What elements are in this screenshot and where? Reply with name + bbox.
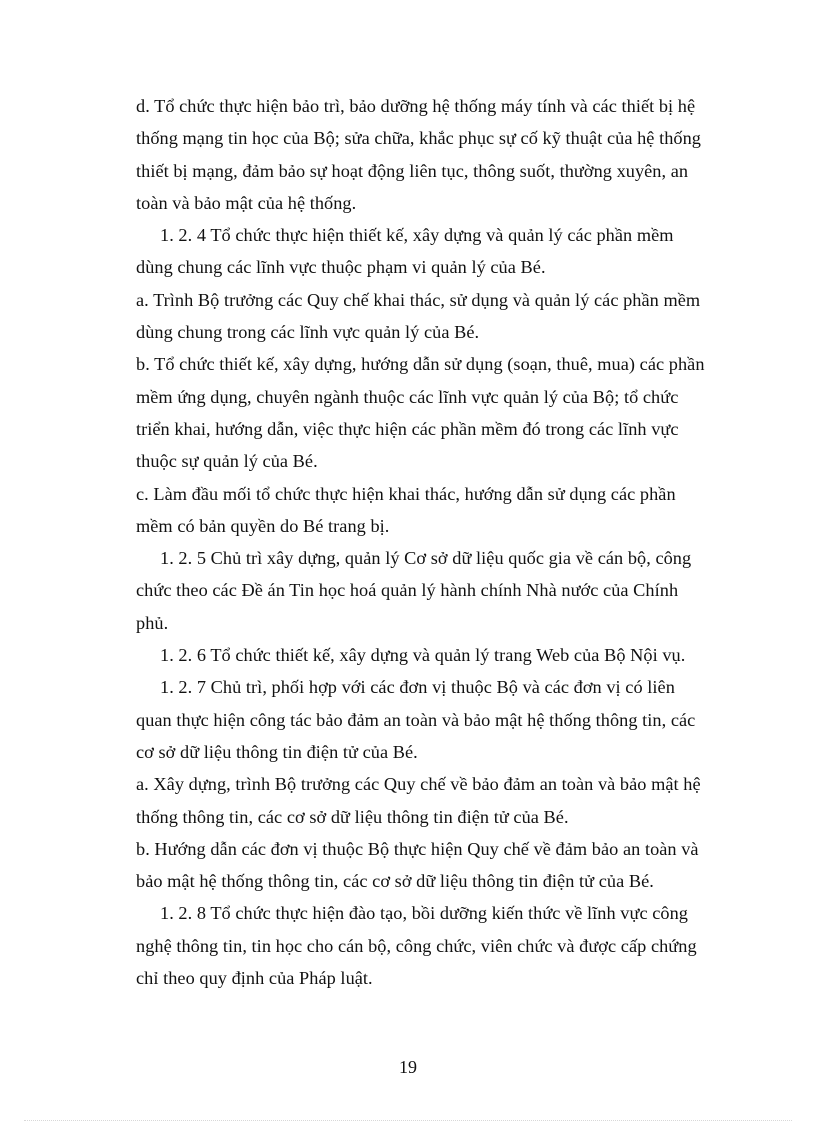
text-line: quan thực hiện công tác bảo đảm an toàn và bảo mật hệ thống thông tin, các xyxy=(136,709,696,730)
page-number: 19 xyxy=(399,1057,417,1077)
text-line: b. Hướng dẫn các đơn vị thuộc Bộ thực hiện Quy chế về đảm bảo an toàn và xyxy=(136,838,699,859)
text-line: dùng chung trong các lĩnh vực quản lý của Bé. xyxy=(136,322,480,343)
text-line: mềm có bản quyền do Bé trang bị. xyxy=(136,515,390,536)
paragraph xyxy=(136,478,736,543)
text-line: thuộc sự quản lý của Bé. xyxy=(136,451,318,472)
text-line: 1. 2. 5 Chủ trì xây dựng, quản lý Cơ sở dữ liệu quốc gia về cán bộ, công xyxy=(160,548,692,569)
text-line: thiết bị mạng, đảm bảo sự hoạt động liên tục, thông suốt, thường xuyên, an xyxy=(136,160,689,181)
paragraph xyxy=(136,90,736,219)
paragraph xyxy=(136,284,736,349)
text-line: 1. 2. 6 Tổ chức thiết kế, xây dựng và quản lý trang Web của Bộ Nội vụ. xyxy=(160,645,686,666)
paragraph xyxy=(136,671,736,768)
text-line: chức theo các Đề án Tin học hoá quản lý hành chính Nhà nước của Chính xyxy=(136,580,679,601)
text-line: triển khai, hướng dẫn, việc thực hiện các phần mềm đó trong các lĩnh vực xyxy=(136,418,679,439)
paragraph xyxy=(136,348,736,477)
text-line: bảo mật hệ thống thông tin, các cơ sở dữ liệu thông tin điện tử của Bé. xyxy=(136,871,654,892)
text-line: dùng chung các lĩnh vực thuộc phạm vi quản lý của Bé. xyxy=(136,257,546,278)
text-line: thống thông tin, các cơ sở dữ liệu thông tin điện tử của Bé. xyxy=(136,806,569,827)
document-body xyxy=(136,90,736,994)
text-line: toàn và bảo mật của hệ thống. xyxy=(136,192,357,213)
text-line: c. Làm đầu mối tổ chức thực hiện khai thác, hướng dẫn sử dụng các phần xyxy=(136,483,676,504)
paragraph xyxy=(136,897,736,994)
text-line: 1. 2. 7 Chủ trì, phối hợp với các đơn vị thuộc Bộ và các đơn vị có liên xyxy=(160,677,675,698)
paragraph xyxy=(136,639,736,671)
text-line: thống mạng tin học của Bộ; sửa chữa, khắc phục sự cố kỹ thuật của hệ thống xyxy=(136,128,701,149)
page-bottom-edge xyxy=(24,1120,792,1121)
paragraph xyxy=(136,768,736,833)
text-line: mềm ứng dụng, chuyên ngành thuộc các lĩnh vực quản lý của Bộ; tổ chức xyxy=(136,386,679,407)
text-line: nghệ thông tin, tin học cho cán bộ, công chức, viên chức và được cấp chứng xyxy=(136,935,697,956)
text-line: b. Tổ chức thiết kế, xây dựng, hướng dẫn sử dụng (soạn, thuê, mua) các phần xyxy=(136,354,705,375)
text-line: cơ sở dữ liệu thông tin điện tử của Bé. xyxy=(136,741,418,762)
text-line: 1. 2. 4 Tổ chức thực hiện thiết kế, xây dựng và quản lý các phần mềm xyxy=(160,225,674,246)
paragraph xyxy=(136,542,736,639)
text-line: a. Trình Bộ trưởng các Quy chế khai thác, sử dụng và quản lý các phần mềm xyxy=(136,289,701,310)
text-line: 1. 2. 8 Tổ chức thực hiện đào tạo, bồi dưỡng kiến thức về lĩnh vực công xyxy=(160,903,688,924)
text-line: d. Tổ chức thực hiện bảo trì, bảo dưỡng hệ thống máy tính và các thiết bị hệ xyxy=(136,96,696,116)
text-line: a. Xây dựng, trình Bộ trưởng các Quy chế về bảo đảm an toàn và bảo mật hệ xyxy=(136,774,701,795)
paragraph xyxy=(136,219,736,284)
text-line: chỉ theo quy định của Pháp luật. xyxy=(136,968,373,989)
text-line: phủ. xyxy=(136,612,169,633)
paragraph xyxy=(136,833,736,898)
